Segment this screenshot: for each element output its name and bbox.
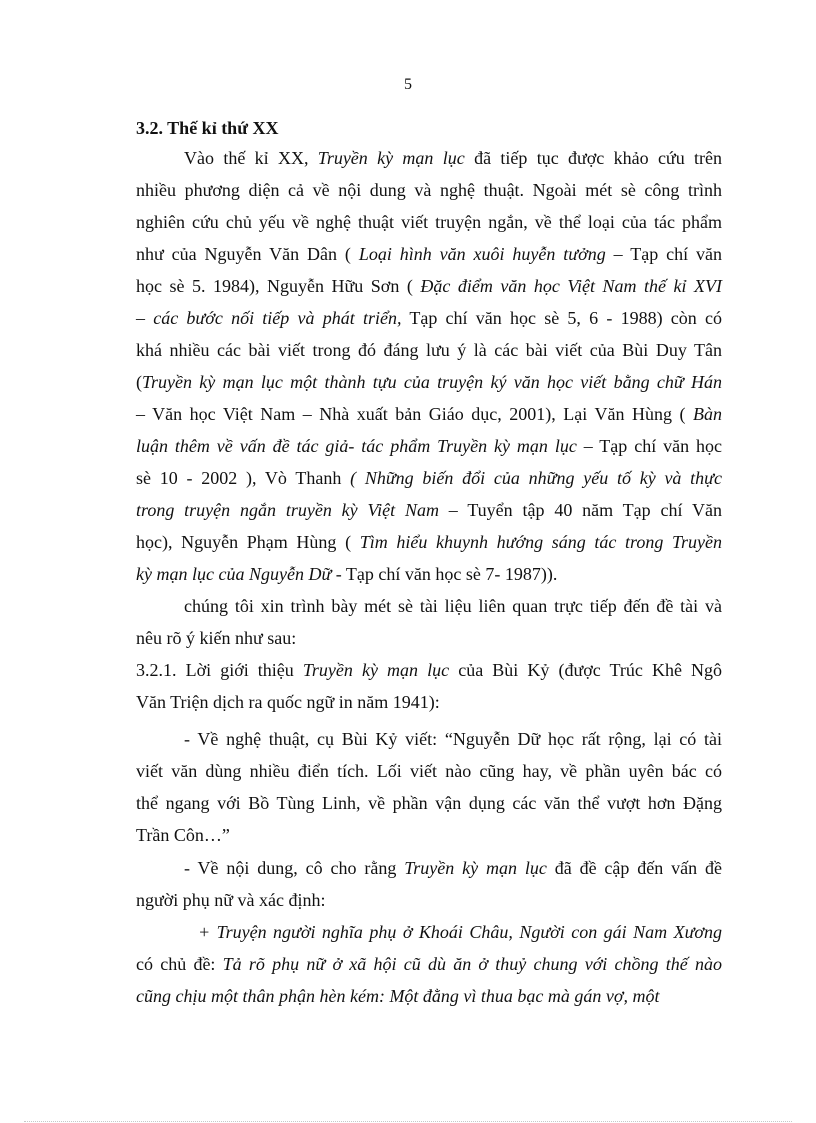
italic-text: Tả rõ phụ nữ ở xã hội cũ dù ăn ở thuỷ chung với chồng thế nào — [222, 954, 722, 974]
text-run: nhiều phương diện cả về nội dung và nghệ thuật. Ngoài mét sè công trình — [136, 180, 722, 200]
text-line — [136, 823, 722, 847]
text-run: – Tuyển tập 40 năm Tạp chí Văn — [438, 500, 722, 520]
text-run: Vào thế kỉ XX, — [184, 148, 318, 168]
text-line — [136, 984, 722, 1008]
text-line — [184, 146, 722, 170]
text-run: sè 10 - 2002 ), Vò Thanh — [136, 468, 351, 488]
text-run: của Bùi Kỷ (được Trúc Khê Ngô — [449, 660, 723, 680]
text-run: Tạp chí văn học sè 5, 6 - 1988) còn có — [401, 308, 723, 328]
text-line — [136, 178, 722, 202]
text-run: chúng tôi xin trình bày mét sè tài liệu liên quan trực tiếp đến đề tài và — [184, 596, 722, 616]
text-run: đã đề cập đến vấn đề — [546, 858, 722, 878]
italic-text: – các bước nối tiếp và phát triển, — [136, 308, 402, 328]
italic-text: kỳ mạn lục của Nguyễn Dữ — [136, 564, 332, 584]
page-bottom-divider — [24, 1121, 792, 1122]
text-run: đã tiếp tục được khảo cứu trên — [464, 148, 722, 168]
italic-text: Truyền kỳ mạn lục — [317, 148, 465, 168]
text-run: viết văn dùng nhiều điển tích. Lối viết nào cũng hay, về phần uyên bác có — [136, 761, 722, 781]
text-run: nêu rõ ý kiến như sau: — [136, 628, 297, 648]
text-run: học), Nguyễn Phạm Hùng ( — [136, 532, 360, 552]
text-line — [136, 210, 722, 234]
text-run: – Tạp chí văn — [605, 244, 722, 264]
text-line — [184, 727, 722, 751]
text-line — [136, 242, 722, 266]
text-line — [136, 274, 722, 298]
italic-text: Truyền kỳ mạn lục — [404, 858, 547, 878]
text-line — [136, 759, 722, 783]
text-line — [136, 626, 722, 650]
text-line — [136, 370, 722, 394]
italic-text: Truyền kỳ mạn lục — [302, 660, 450, 680]
italic-text: cũng chịu một thân phận hèn kém: Một đằng vì thua bạc mà gán vợ, một — [136, 986, 660, 1006]
text-line — [136, 952, 722, 976]
italic-text: ( Những biến đổi của những yếu tố kỳ và thực — [350, 468, 722, 488]
text-line — [136, 658, 722, 682]
italic-text: Loại hình văn xuôi huyễn tưởng — [358, 244, 606, 264]
italic-text: trong truyện ngắn truyền kỳ Việt Nam — [136, 500, 439, 520]
text-run: Trần Côn…” — [136, 825, 230, 845]
text-line — [136, 306, 722, 330]
text-run: – Tạp chí văn học — [576, 436, 722, 456]
italic-text: Đặc điểm văn học Việt Nam thế kỉ XVI — [420, 276, 723, 296]
text-line — [136, 498, 722, 522]
text-run: – Văn học Việt Nam – Nhà xuất bản Giáo dục, 2001), Lại Văn Hùng ( — [136, 404, 693, 424]
italic-text: + Truyện người nghĩa phụ ở Khoái Châu, Người con gái Nam Xương — [198, 922, 722, 942]
text-run: 3.2.1. Lời giới thiệu — [136, 660, 303, 680]
italic-text: Tìm hiểu khuynh hướng sáng tác trong Truyền — [359, 532, 722, 552]
text-line — [136, 338, 722, 362]
text-run: có chủ đề: — [136, 954, 223, 974]
text-run: - Về nội dung, cô cho rằng — [184, 858, 405, 878]
text-run: Văn Triện dịch ra quốc ngữ in năm 1941): — [136, 692, 440, 712]
text-run: người phụ nữ và xác định: — [136, 890, 326, 910]
text-run: thể ngang với Bồ Tùng Linh, về phần vận dụng các văn thể vượt hơn Đặng — [136, 793, 722, 813]
text-run: nghiên cứu chủ yếu về nghệ thuật viết truyện ngắn, về thể loại của tác phẩm — [136, 212, 722, 232]
italic-text: Bàn — [693, 404, 722, 424]
text-line — [198, 920, 722, 944]
text-line — [136, 402, 722, 426]
text-run: học sè 5. 1984), Nguyễn Hữu Sơn ( — [136, 276, 421, 296]
text-line — [136, 690, 722, 714]
section-heading — [136, 116, 722, 140]
text-line — [136, 466, 722, 490]
text-line — [184, 856, 722, 880]
text-run: - Về nghệ thuật, cụ Bùi Kỷ viết: “Nguyễn Dữ học rất rộng, lại có tài — [184, 729, 722, 749]
text-line — [136, 888, 722, 912]
text-line — [184, 594, 722, 618]
text-line — [136, 562, 722, 586]
italic-text: luận thêm về vấn đề tác giả- tác phẩm Truyền kỳ mạn lục — [136, 436, 577, 456]
text-run: ( — [136, 372, 142, 392]
bold-text: 3.2. Thế kỉ thứ XX — [136, 118, 279, 138]
italic-text: Truyền kỳ mạn lục một thành tựu của truyện ký văn học viết bằng chữ Hán — [142, 372, 722, 392]
page-number: 5 — [404, 76, 412, 93]
text-run: - Tạp chí văn học sè 7- 1987)). — [331, 564, 558, 584]
text-line — [136, 530, 722, 554]
text-run: như của Nguyễn Văn Dân ( — [136, 244, 359, 264]
text-run: khá nhiều các bài viết trong đó đáng lưu ý là các bài viết của Bùi Duy Tân — [136, 340, 722, 360]
text-line — [136, 791, 722, 815]
text-line — [136, 434, 722, 458]
